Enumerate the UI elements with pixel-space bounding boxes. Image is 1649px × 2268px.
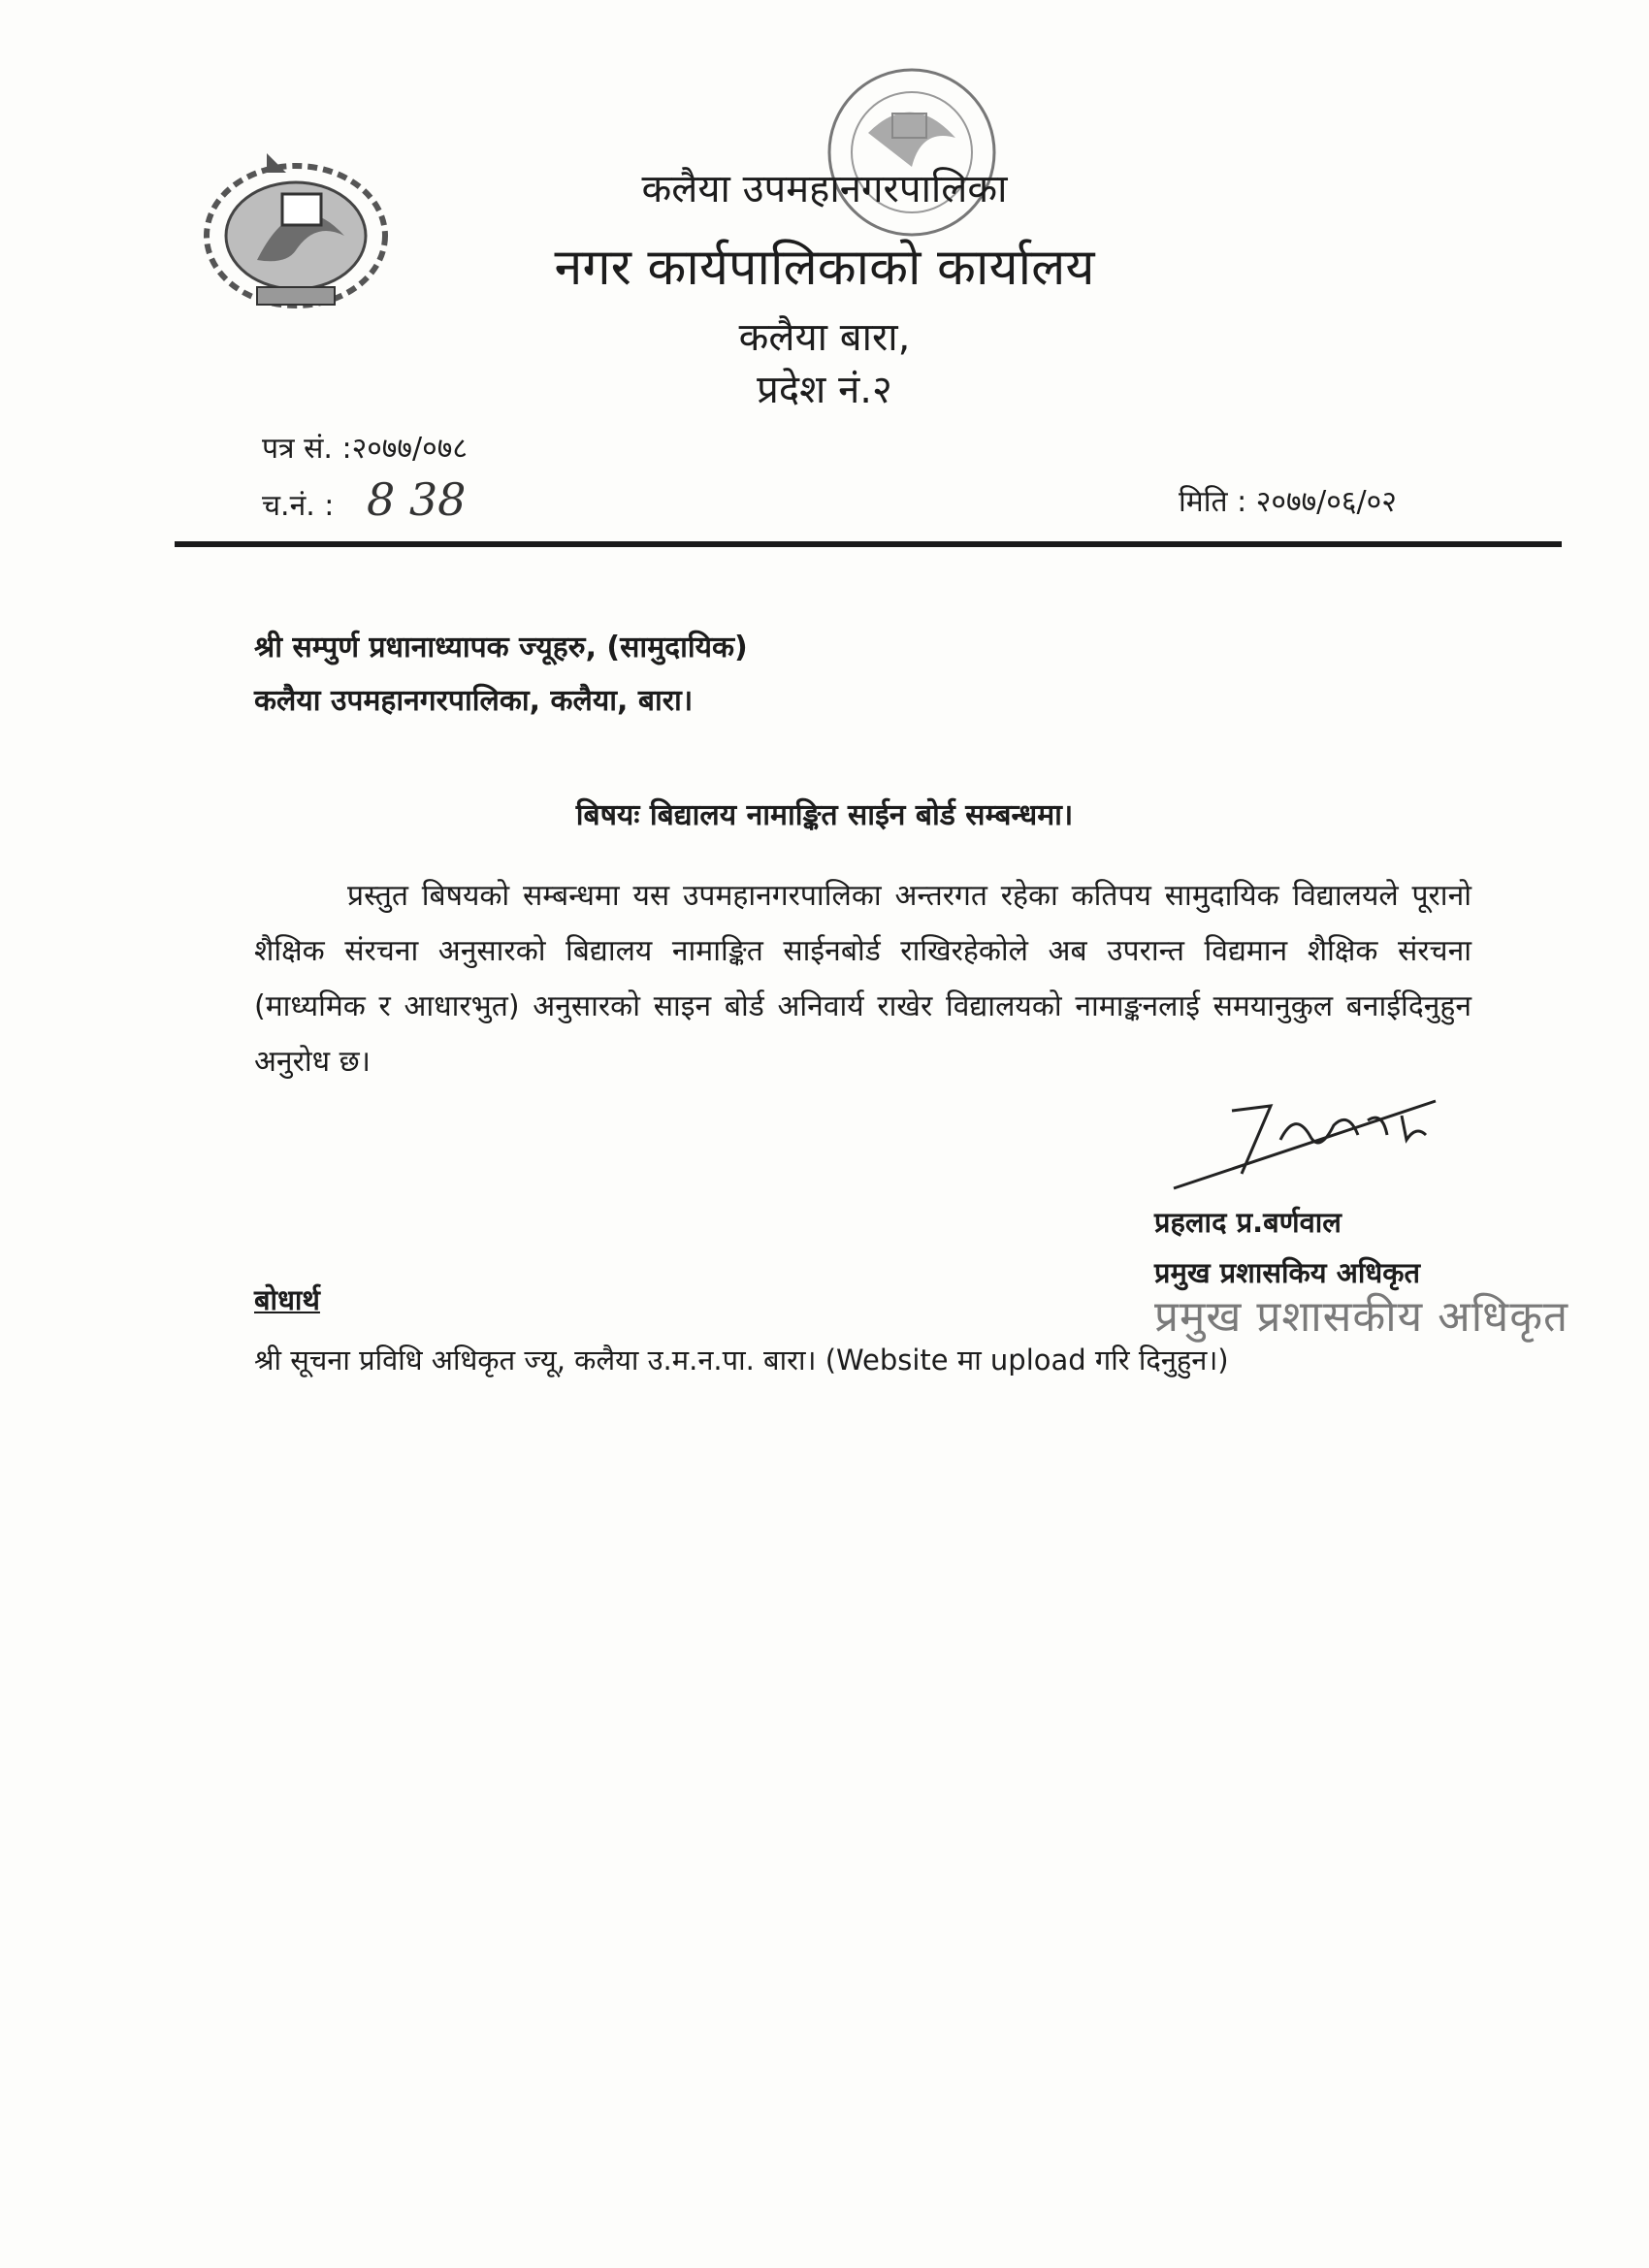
date-value: २०७७/०६/०२ <box>1255 485 1397 519</box>
municipality-name: कलैया उपमहानगरपालिका <box>641 167 1008 211</box>
recipient-line-1: श्री सम्पुर्ण प्रधानाध्यापक ज्यूहरु, (सामुदायिक) <box>254 631 748 664</box>
header-divider <box>175 541 1562 547</box>
office-location: कलैया बारा, <box>738 315 911 360</box>
signature <box>1164 1082 1455 1198</box>
recipient-line-2: कलैया उपमहानगरपालिका, कलैया, बारा। <box>254 684 694 718</box>
letter-number-label: पत्र सं. : <box>262 432 352 466</box>
dispatch-number <box>262 473 466 526</box>
cc-recipient: श्री सूचना प्रविधि अधिकृत ज्यू, कलैया उ.म.न.पा. बारा। (Website मा upload गरि दिनुहुन।) <box>254 1344 1229 1377</box>
dispatch-number-value: 8 38 <box>366 473 467 526</box>
letter-body: प्रस्तुत बिषयको सम्बन्धमा यस उपमहानगरपालिका अन्तरगत रहेका कतिपय सामुदायिक विद्यालयले पूरानो शैक्षिक संरचना अनुसारको बिद्यालय नामाङ्कित साईनबोर्ड राखिरहेकोले अब उपरान्त विद्यमान शैक्षिक संरचना (माध्यमिक र आधारभुत) अनुसारको साइन बोर्ड अनिवार्य राखेर विद्यालयको नामाङ्कनलाई समयानुकुल बनाईदिनुहुन अनुरोध छ। <box>254 879 1471 1079</box>
subject-line: बिषयः बिद्यालय नामाङ्कित साईन बोर्ड सम्बन्धमा। <box>575 798 1074 832</box>
dispatch-number-label: च.नं. : <box>262 489 335 523</box>
date-label: मिति : <box>1179 485 1247 519</box>
letter-number <box>262 427 468 467</box>
signatory-name: प्रहलाद प्र.बर्णवाल <box>1154 1206 1342 1239</box>
letter-number-value: २०७७/०७८ <box>351 432 468 466</box>
date <box>1179 480 1397 520</box>
signatory-title: प्रमुख प्रशासकिय अधिकृत <box>1154 1256 1421 1289</box>
cc-label: बोधार्थ <box>254 1283 320 1316</box>
province: प्रदेश नं.२ <box>757 368 892 412</box>
office-name: नगर कार्यपालिकाको कार्यालय <box>554 239 1095 297</box>
designation-stamp: प्रमुख प्रशासकीय अधिकृत <box>1154 1292 1569 1342</box>
